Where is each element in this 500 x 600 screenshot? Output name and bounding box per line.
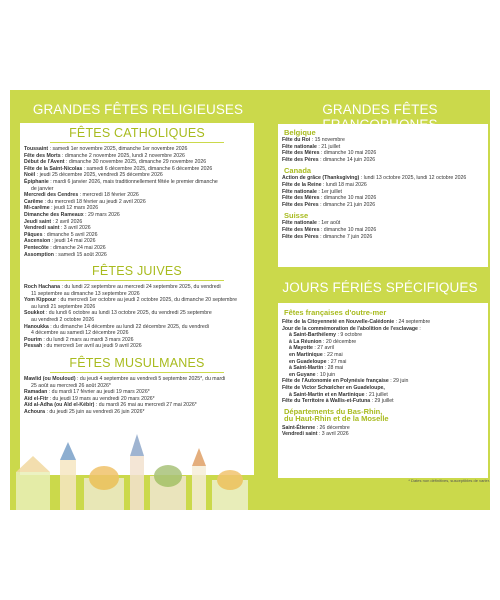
list-item (278, 339, 488, 346)
list-item (278, 398, 488, 405)
alsace-moselle-title (278, 405, 488, 423)
entry-name: à Mayotte (289, 345, 313, 352)
list-item (278, 189, 488, 196)
entry-text: : 3 avril 2026 (317, 431, 349, 438)
entry-name: Fête de la Reine (282, 181, 322, 188)
entry-name: Épiphanie (24, 178, 49, 185)
entry-name: Action de grâce (Thanksgiving) (282, 175, 360, 182)
heading-specific-holidays: JOURS FÉRIÉS SPÉCIFIQUES (282, 280, 478, 295)
country-title: Suisse (284, 211, 309, 221)
entry-text: : 2 avril 2026 (51, 218, 83, 225)
list-item (20, 225, 254, 232)
entry-name: Fête de l'Autonomie en Polynésie française (282, 378, 389, 385)
entry-text: : jeudi 25 décembre 2025, vendredi 25 décembre 2026 (35, 172, 163, 179)
entry-name: à Saint-Barthélemy (289, 332, 336, 339)
entry-text: : 10 juin (315, 371, 336, 378)
alsace-moselle-title-line2: du Haut-Rhin et de la Moselle (284, 414, 389, 424)
list-item (20, 153, 254, 160)
entry-name: Début de l'Avent (24, 159, 65, 166)
section-title-catholic: FÊTES CATHOLIQUES (69, 126, 205, 140)
list-item (278, 150, 488, 157)
entry-text: : 27 avril (312, 345, 334, 352)
catholic-list (20, 146, 254, 258)
entry-name: Fête des Pères (282, 233, 319, 240)
entry-text: : dimanche 5 avril 2026 (42, 231, 98, 238)
entry-text: au lundi 21 septembre 2026 (31, 303, 96, 310)
list-item (20, 310, 254, 317)
entry-name: Fête des Mères (282, 226, 320, 233)
entry-text: : dimanche 10 mai 2026 (319, 226, 377, 233)
entry-text: : mardi 6 janvier 2026, mais traditionnellement fêtée le premier dimanche (48, 178, 218, 185)
list-item (278, 182, 488, 189)
entry-name: Jour de la commémoration de l'abolition de l'esclavage (282, 325, 418, 332)
entry-text: : du jeudi 19 mars au vendredi 20 mars 2026* (48, 395, 155, 402)
entry-name: Fête des Mères (282, 195, 320, 202)
entry-name: Toussaint (24, 146, 49, 152)
entry-text: 4 décembre au samedi 12 décembre 2026 (31, 330, 129, 337)
entry-text: : mercredi 18 février 2026 (78, 192, 139, 199)
list-item (20, 343, 254, 350)
list-item (278, 220, 488, 227)
francophone-holidays-card (278, 124, 488, 267)
entry-name: Mercredi des Cendres (24, 192, 79, 199)
entry-text: : dimanche 10 mai 2026 (319, 150, 377, 157)
footnote: * Dates non définitives, susceptibles de varier. (408, 478, 490, 483)
entry-text: : du mercredi 1er avril au jeudi 9 avril 2026 (42, 343, 142, 350)
entry-name: Fête nationale (282, 143, 317, 150)
entry-text: : 29 juillet (370, 398, 394, 405)
entry-name: Fête des Morts (24, 152, 61, 159)
list-item (20, 389, 254, 396)
country-group (278, 211, 488, 243)
entry-text: 11 septembre au dimanche 13 septembre 2026 (31, 290, 140, 297)
list-item (278, 319, 488, 326)
country-title: Belgique (284, 128, 316, 137)
list-item (20, 166, 254, 173)
entry-text: : 29 mars 2026 (83, 211, 120, 218)
entry-text: : 29 juin (388, 378, 409, 385)
entry-text: : dimanche 14 juin 2026 (318, 156, 376, 163)
entry-name: Fête de Victor Schœlcher en Guadeloupe, (282, 384, 385, 391)
entry-text: : du lundi 22 septembre au mercredi 24 septembre 2025, du vendredi (60, 284, 221, 291)
country-list (278, 137, 488, 163)
list-item (20, 212, 254, 219)
list-item (20, 337, 254, 344)
list-item (20, 205, 254, 212)
list-item (278, 352, 488, 359)
entry-text: : du jeudi 25 juin au vendredi 26 juin 2026* (45, 409, 145, 415)
entry-name: Roch Hachana (24, 284, 61, 291)
entry-name: Mawlid (ou Mouloud) (24, 376, 76, 383)
entry-text: : lundi 13 octobre 2025, lundi 12 octobre 2026 (359, 175, 467, 182)
list-item (20, 252, 254, 259)
list-item (20, 245, 254, 252)
entry-name: Fête du Roi (282, 137, 311, 143)
catholic-section (20, 123, 254, 258)
country-group (278, 166, 488, 211)
country-group (278, 128, 488, 166)
entry-text: : 9 octobre (336, 332, 362, 339)
entry-name: Yom Kippour (24, 297, 57, 304)
entry-text: : du mercredi 18 février au jeudi 2 avril 2026 (43, 198, 146, 205)
list-item (278, 345, 488, 352)
list-item (278, 175, 488, 182)
entry-name: Hanoukka (24, 323, 49, 330)
list-item (278, 137, 488, 144)
entry-text: : dimanche 7 juin 2026 (318, 233, 373, 240)
entry-name: Noël (24, 172, 36, 179)
list-item (278, 227, 488, 234)
list-item (20, 304, 254, 311)
entry-text: : samedi 15 août 2026 (53, 251, 107, 258)
list-item (20, 409, 254, 416)
entry-text: : dimanche 21 juin 2026 (318, 201, 376, 208)
entry-text: : 1er juillet (316, 188, 342, 195)
entry-name: Aïd al-Adha (ou Aïd el-Kébir) (24, 402, 95, 409)
heading-religious-holidays: GRANDES FÊTES RELIGIEUSES (32, 102, 244, 117)
muslim-section (20, 350, 254, 416)
entry-name: en Guadeloupe (289, 358, 327, 365)
entry-text: : du dimanche 14 décembre au lundi 22 décembre 2025, du vendredi (48, 323, 209, 330)
section-divider (50, 280, 224, 281)
entry-text: : du jeudi 4 septembre au vendredi 5 septembre 2025*, du mardi (75, 376, 226, 383)
entry-text: de janvier (31, 185, 54, 192)
country-groups (278, 124, 488, 243)
entry-name: Assomption (24, 251, 54, 258)
list-item (20, 238, 254, 245)
entry-name: Saint-Étienne (282, 424, 316, 431)
list-item (20, 376, 254, 383)
entry-name: Fête des Pères (282, 156, 319, 163)
section-title-muslim: FÊTES MUSULMANES (69, 356, 205, 371)
heading-francophone-holidays: GRANDES FÊTES (322, 102, 438, 117)
entry-text: : 1er août (316, 220, 341, 227)
entry-text: : 3 avril 2026 (59, 225, 91, 232)
entry-text: : jeudi 14 mai 2026 (50, 238, 96, 245)
list-item (278, 378, 488, 385)
list-item (20, 396, 254, 403)
entry-text: : dimanche 30 novembre 2025, dimanche 29 novembre 2026 (64, 159, 207, 166)
country-list (278, 175, 488, 208)
entry-text: : du lundi 6 octobre au lundi 13 octobre 2025, du vendredi 25 septembre (44, 310, 212, 317)
entry-text: : dimanche 2 novembre 2025, lundi 2 novembre 2026 (60, 152, 185, 159)
list-item (20, 232, 254, 239)
entry-name: Mi-carême (24, 205, 50, 212)
list-item (278, 385, 488, 392)
muslim-list (20, 376, 254, 416)
entry-text: : 27 mai (326, 358, 347, 365)
list-item (278, 431, 488, 438)
entry-name: Jeudi saint (24, 218, 52, 225)
entry-text: : 21 juillet (316, 143, 341, 150)
list-item (278, 202, 488, 209)
entry-name: Ramadan (24, 389, 48, 396)
list-item (278, 359, 488, 366)
country-list (278, 220, 488, 240)
list-item (278, 157, 488, 164)
entry-name: Vendredi saint (282, 431, 318, 438)
entry-name: Soukkot (24, 310, 45, 317)
list-item (20, 146, 254, 153)
entry-name: Fête des Pères (282, 201, 319, 208)
entry-name: Fête nationale (282, 188, 317, 195)
jewish-section (20, 258, 254, 350)
entry-name: Ascension (24, 238, 51, 245)
list-item (278, 365, 488, 372)
list-item (278, 144, 488, 151)
entry-name: Vendredi saint (24, 225, 60, 232)
entry-text: : samedi 1er novembre 2025, dimanche 1er novembre 2026 (48, 146, 188, 152)
section-divider (50, 372, 224, 373)
list-item (20, 179, 254, 186)
entry-text: : du mardi 17 février au jeudi 19 mars 2026* (47, 389, 150, 396)
list-item (20, 284, 254, 291)
entry-text: : samedi 6 décembre 2025, dimanche 6 décembre 2026 (82, 165, 213, 172)
overseas-list (278, 317, 488, 405)
entry-name: Fête de la Citoyenneté en Nouvelle-Calédonie (282, 319, 395, 325)
entry-text: : lundi 18 mai 2026 (321, 181, 367, 188)
list-item (278, 326, 488, 333)
entry-name: Fête de la Saint-Nicolas (24, 165, 83, 172)
entry-name: Dimanche des Rameaux (24, 211, 84, 218)
entry-text: : 26 décembre (315, 424, 350, 431)
entry-text: : 24 septembre (394, 319, 431, 325)
alsace-moselle-title-line1: Départements du Bas-Rhin, (284, 406, 383, 416)
section-title-jewish: FÊTES JUIVES (92, 264, 182, 279)
entry-name: Pâques (24, 231, 43, 238)
list-item (278, 392, 488, 399)
entry-name: Fête nationale (282, 220, 317, 227)
entry-text: : 21 juillet (364, 391, 388, 398)
entry-name: Pessah (24, 343, 43, 350)
country-title: Canada (284, 166, 312, 176)
entry-text: : jeudi 12 mars 2026 (49, 205, 99, 212)
jewish-list (20, 284, 254, 350)
entry-name: Pentecôte (24, 244, 49, 251)
list-item (278, 234, 488, 241)
entry-text: : dimanche 10 mai 2026 (319, 195, 377, 202)
entry-text: au vendredi 2 octobre 2026 (31, 317, 95, 324)
entry-text: : du mercredi 1er octobre au jeudi 2 octobre 2025, du dimanche 20 septembre (56, 297, 237, 304)
overseas-title: Fêtes françaises d'outre-mer (284, 308, 387, 317)
alsace-moselle-list (278, 423, 488, 438)
entry-name: Carême (24, 198, 44, 205)
list-item (278, 425, 488, 432)
entry-name: Aïd el-Fitr (24, 395, 49, 402)
list-item (278, 372, 488, 379)
entry-name: Fête des Mères (282, 150, 320, 157)
religious-buildings-illustration (10, 420, 255, 510)
entry-text: : 22 mai (322, 351, 343, 358)
list-item (20, 159, 254, 166)
list-item (20, 192, 254, 199)
list-item (20, 199, 254, 206)
list-item (278, 195, 488, 202)
list-item (20, 324, 254, 331)
entry-name: en Martinique (289, 351, 323, 358)
entry-text: : 20 décembre (321, 338, 357, 345)
entry-text: : dimanche 24 mai 2026 (48, 244, 106, 251)
entry-text: : (417, 325, 421, 332)
list-item (20, 383, 254, 390)
entry-name: Fête du Territoire à Wallis-et-Futuna (282, 398, 371, 405)
entry-name: en Guyane (289, 371, 316, 378)
entry-name: à Saint-Martin (289, 365, 324, 372)
list-item (20, 297, 254, 304)
entry-text: : 15 novembre (310, 137, 345, 143)
entry-name: à La Réunion (289, 338, 322, 345)
entry-name: Pourim (24, 336, 42, 343)
list-item (278, 332, 488, 339)
list-item (20, 186, 254, 193)
page-bottom-margin (0, 510, 500, 600)
list-item (20, 402, 254, 409)
entry-text: : du mardi 26 mai au mercredi 27 mai 2026* (94, 402, 197, 409)
list-item (20, 330, 254, 337)
entry-text: 25 août au mercredi 26 août 2026* (31, 382, 111, 389)
list-item (20, 219, 254, 226)
entry-text: : du lundi 2 mars au mardi 3 mars 2026 (41, 336, 134, 343)
entry-text: : 28 mai (323, 365, 344, 372)
specific-holidays-card (278, 303, 488, 478)
list-item (20, 317, 254, 324)
entry-name: à Saint-Martin et en Martinique (289, 391, 365, 398)
entry-name: Achoura (24, 409, 46, 415)
list-item (20, 291, 254, 298)
section-divider (50, 142, 224, 143)
list-item (20, 172, 254, 179)
